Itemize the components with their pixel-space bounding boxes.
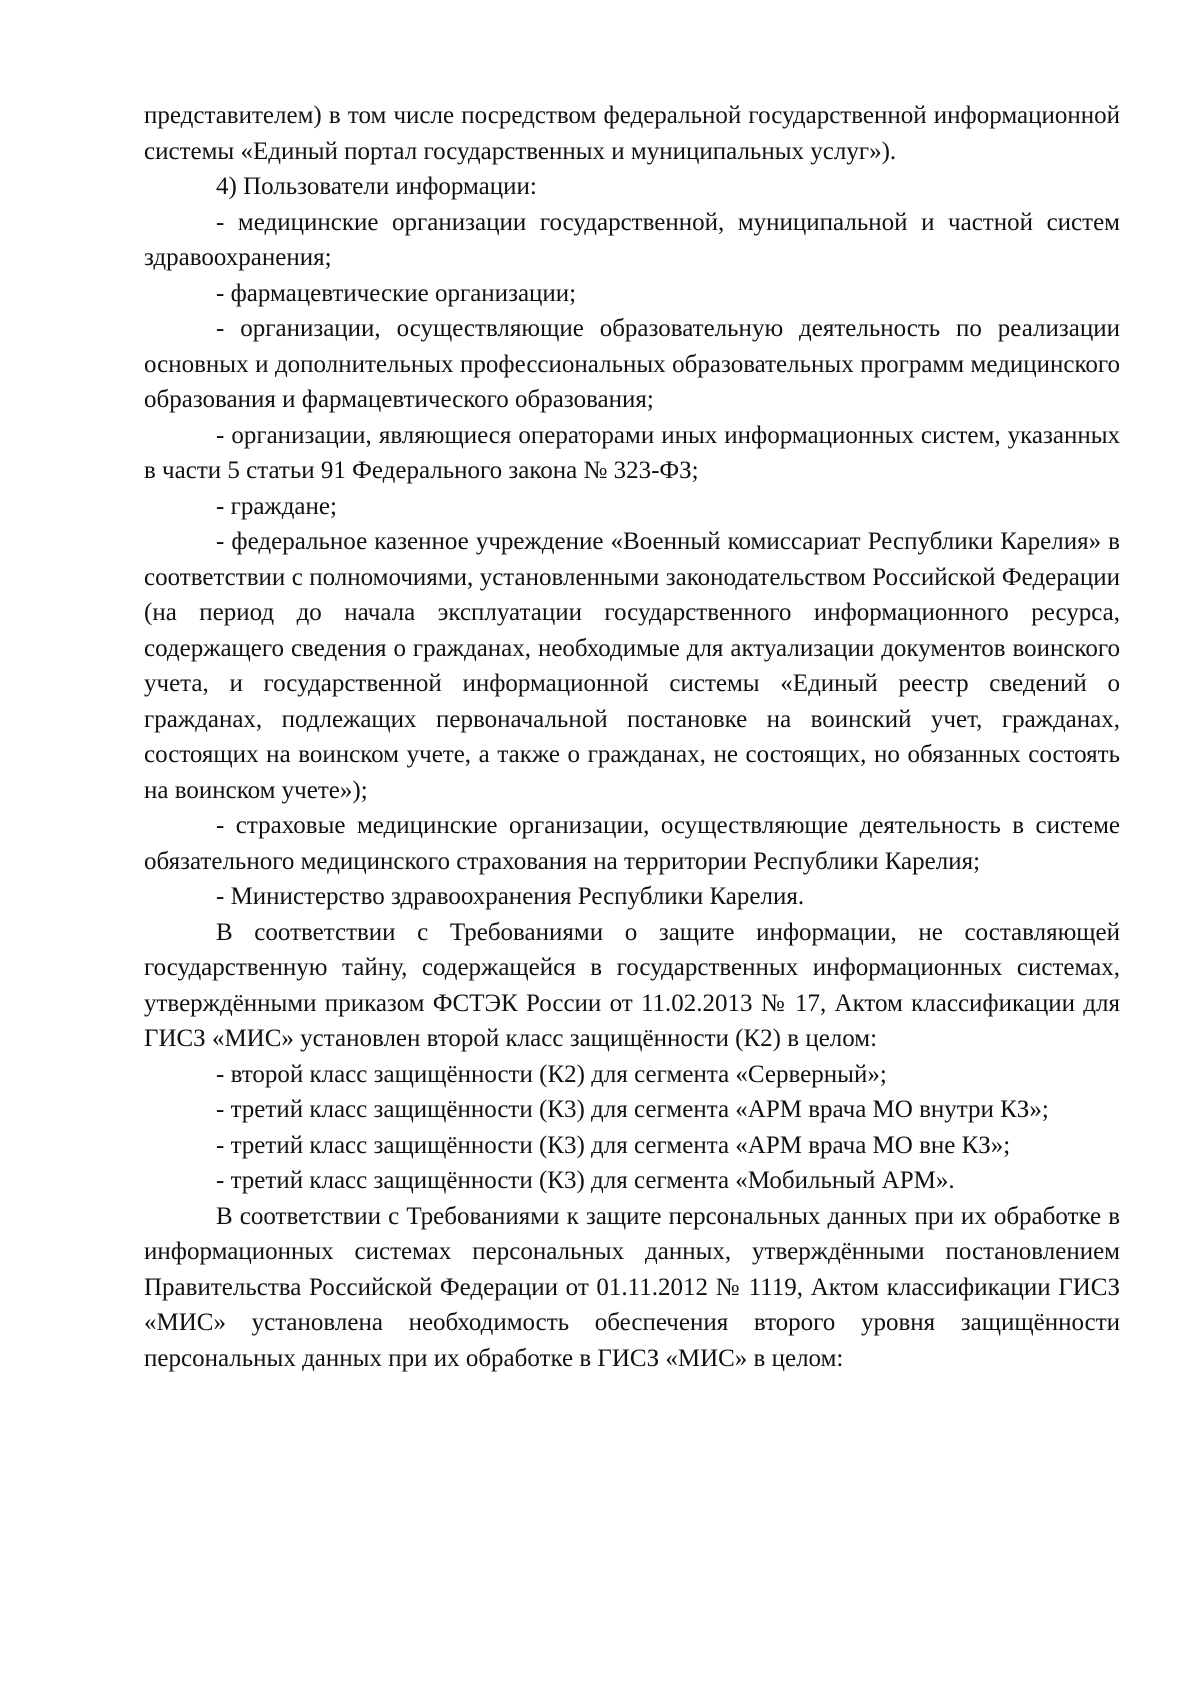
paragraph-fstek-requirements: В соответствии с Требованиями о защите информации, не составляющей государственную тайну, содержащейся в государственных информационных системах, утверждёнными приказом ФСТЭК России от 11.02.2013 № 17, Актом классификации для ГИСЗ «МИС» установлен второй класс защищённости (К2) в целом:: [144, 918, 1120, 1052]
document-body: [144, 98, 1120, 1376]
list-item-insurance-organizations: - страховые медицинские организации, осуществляющие деятельность в системе обязательного медицинского страхования на территории Республики Карелия;: [144, 812, 1120, 875]
list-item-military-commissariat: - федеральное казенное учреждение «Военный комиссариат Республики Карелия» в соответствии с полномочиями, установленными законодательством Российской Федерации (на период до начала эксплуатации государственного информационного ресурса, содержащего сведения о гражданах, необходимые для актуализации документов воинского учета, и государственной информационной системы «Единый реестр сведений о гражданах, подлежащих первоначальной постановке на воинский учет, гражданах, состоящих на воинском учете, а также о гражданах, не состоящих, но обязанных состоять на воинском учете»);: [144, 528, 1120, 804]
paragraph-continuation: представителем) в том числе посредством федеральной государственной информационной системы «Единый портал государственных и муниципальных услуг»).: [144, 102, 1120, 165]
list-item-medical-organizations: - медицинские организации государственной, муниципальной и частной систем здравоохранения;: [144, 208, 1120, 271]
list-item-segment-server: - второй класс защищённости (К2) для сегмента «Серверный»;: [216, 1060, 887, 1088]
list-item-segment-arm-inside: - третий класс защищённости (К3) для сегмента «АРМ врача МО внутри КЗ»;: [216, 1096, 1049, 1123]
paragraph-users-heading: 4) Пользователи информации:: [216, 173, 537, 200]
list-item-pharmaceutical-organizations: - фармацевтические организации;: [216, 279, 577, 307]
list-item-educational-organizations: - организации, осуществляющие образовательную деятельность по реализации основных и дополнительных профессиональных образовательных программ медицинского образования и фармацевтического образования;: [144, 315, 1120, 413]
list-item-segment-arm-outside: - третий класс защищённости (К3) для сегмента «АРМ врача МО вне КЗ»;: [216, 1131, 1011, 1159]
paragraph-personal-data-requirements: В соответствии с Требованиями к защите персональных данных при их обработке в информационных системах персональных данных, утверждёнными постановлением Правительства Российской Федерации от 01.11.2012 № 1119, Актом классификации ГИСЗ «МИС» установлена необходимость обеспечения второго уровня защищённости персональных данных при их обработке в ГИСЗ «МИС» в целом:: [144, 1202, 1120, 1372]
list-item-segment-mobile: - третий класс защищённости (К3) для сегмента «Мобильный АРМ».: [216, 1167, 955, 1194]
list-item-is-operators: - организации, являющиеся операторами иных информационных систем, указанных в части 5 статьи 91 Федерального закона № 323-ФЗ;: [144, 421, 1120, 484]
list-item-citizens: - граждане;: [216, 492, 337, 520]
list-item-ministry: - Министерство здравоохранения Республики Карелия.: [216, 883, 805, 910]
